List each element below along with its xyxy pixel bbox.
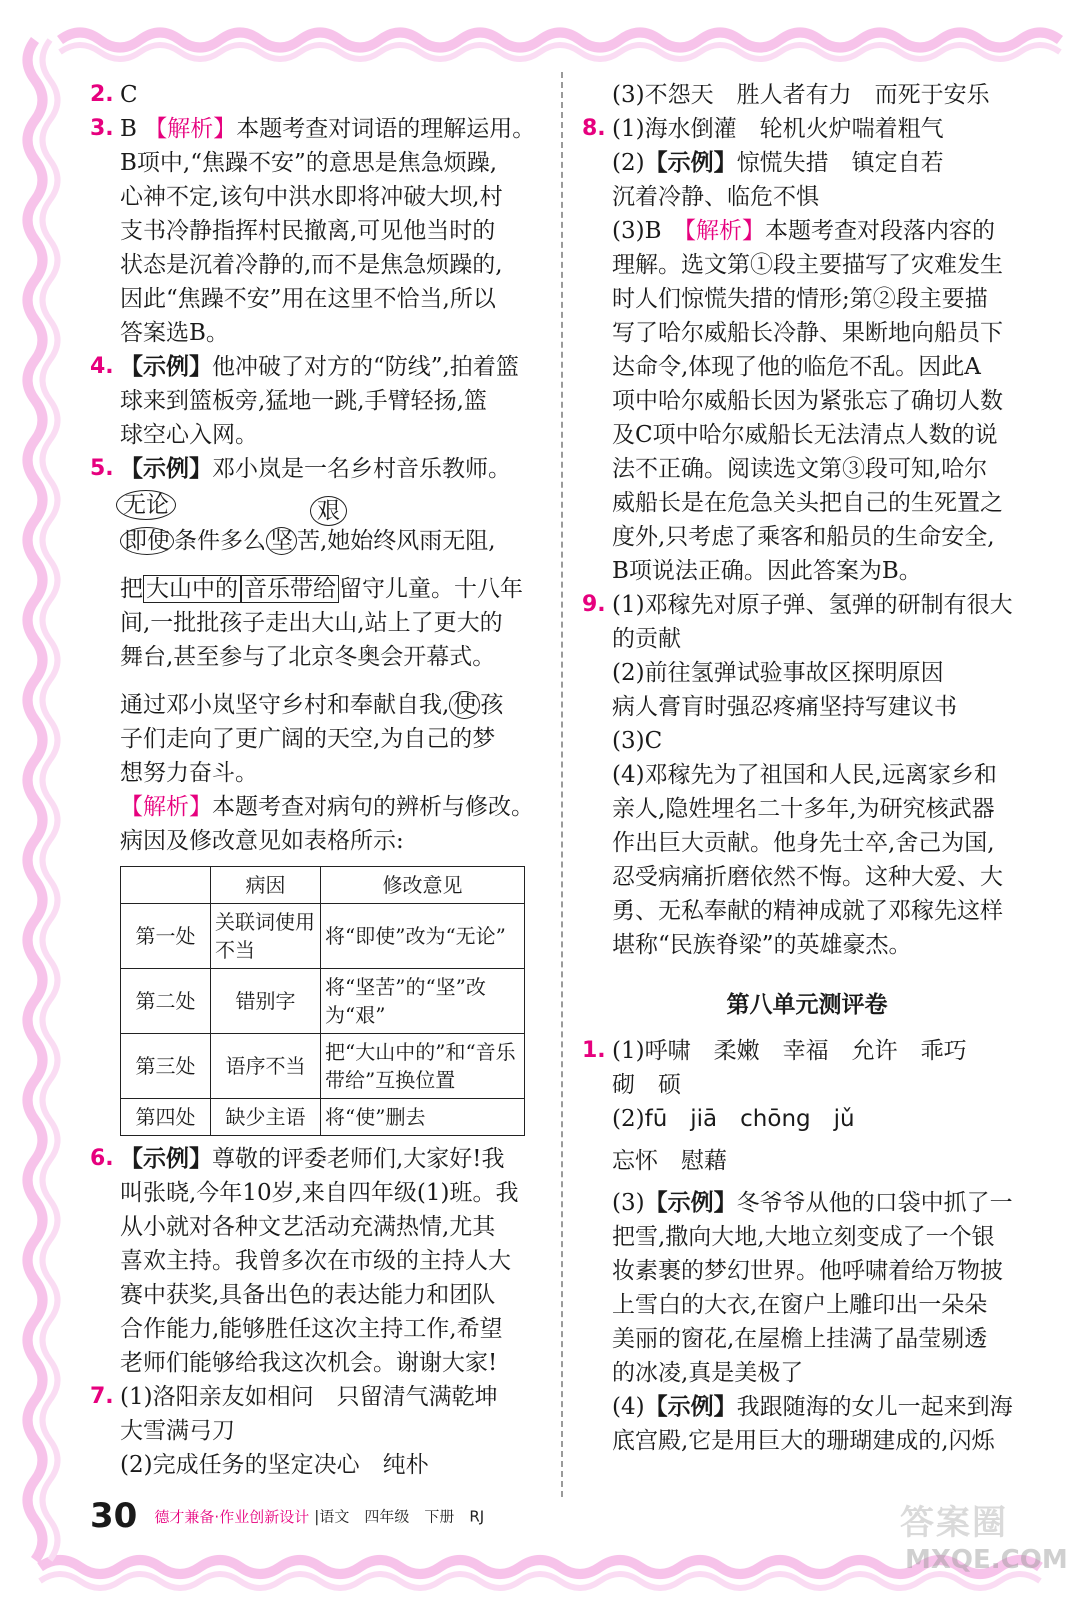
text-span: 惊慌失措 镇定自若 [736, 150, 944, 176]
pinyin: chōng [740, 1106, 811, 1132]
answer-4 [90, 350, 545, 452]
example-tag: 【示例】 [120, 1146, 212, 1172]
pinyin: fū [644, 1106, 668, 1132]
circled-word-jishi: 即使 [120, 527, 174, 555]
text-span: 苦,她始终风雨无阻, [297, 528, 496, 554]
text-line: 项中哈尔威船长因为紧张忘了确切人数 [612, 388, 1003, 414]
book-info: |语文 四年级 下册 RJ [314, 1507, 485, 1526]
table-row [121, 1099, 525, 1136]
text-line: 勇、无私奉献的精神成就了邓稼先这样 [612, 898, 1003, 924]
text-line [612, 146, 1032, 180]
text-line: 作出巨大贡献。他身先士卒,舍己为国, [612, 830, 995, 856]
question-number: 7. [90, 1384, 114, 1409]
text-line: 病因及修改意见如表格所示: [120, 828, 404, 854]
text-line: (2)前往氢弹试验事故区探明原因 [612, 660, 944, 686]
text-span: 通过邓小岚坚守乡村和奉献自我, [120, 692, 450, 718]
example-tag: 【示例】 [644, 1394, 737, 1420]
table-cell: 第一处 [121, 904, 211, 969]
table-cell: 错别字 [211, 969, 321, 1034]
answer-7-continued [582, 78, 1032, 112]
text-line: 威船长是在危急关头把自己的生死置之 [612, 490, 1003, 516]
text-span: 留守儿童。十八年 [339, 576, 523, 602]
series-name: 德才兼备·作业创新设计 [154, 1507, 310, 1526]
pinyin: jiā [690, 1106, 718, 1132]
analysis-label: 【解析】 [144, 116, 237, 142]
answer-8 [582, 112, 1032, 588]
text-line [120, 350, 545, 384]
text-line [612, 214, 1032, 248]
boxed-phrase-2: 音乐带给 [241, 575, 339, 603]
text-line [612, 1186, 1032, 1220]
text-line: 状态是沉着冷静的,而不是焦急烦躁的, [120, 252, 503, 278]
text-span: 本题考查对段落内容的 [764, 218, 995, 244]
question-number: 9. [582, 592, 606, 617]
column-divider [561, 72, 563, 1497]
text-line: 舞台,甚至参与了北京冬奥会开幕式。 [120, 644, 496, 670]
table-cell: 将“使”删去 [321, 1099, 525, 1136]
text-line: 本题考查对词语的理解运用。 [236, 116, 536, 142]
answer-line [120, 112, 545, 146]
question-number: 8. [582, 116, 606, 141]
question-number: 4. [90, 354, 114, 379]
text-line: 病人膏肓时强忍疼痛坚持写建议书 [612, 694, 957, 720]
text-span: (2) [612, 1106, 645, 1132]
text-line: B项说法正确。因此答案为B。 [612, 558, 922, 584]
table-header-cell: 修改意见 [321, 867, 525, 904]
text-line: 的贡献 [612, 626, 681, 652]
right-column [582, 78, 1032, 1458]
text-line: (4)邓稼先为了祖国和人民,远离家乡和 [612, 762, 997, 788]
text-line: B项中,“焦躁不安”的意思是焦急烦躁, [120, 150, 498, 176]
text-line: (2)完成任务的坚定决心 纯朴 [120, 1452, 429, 1478]
table-cell: 关联词使用不当 [211, 904, 321, 969]
question-number: 1. [582, 1038, 606, 1063]
text-line: 及C项中哈尔威船长无法清点人数的说 [612, 422, 998, 448]
pinyin-line [612, 1102, 1032, 1136]
text-line: 的冰凌,真是美极了 [612, 1360, 804, 1386]
text-line: 喜欢主持。我曾多次在市级的主持人大 [120, 1248, 511, 1274]
table-row [121, 904, 525, 969]
text-line: 从小就对各种文艺活动充满热情,尤其 [120, 1214, 496, 1240]
text-span: (4) [612, 1394, 645, 1420]
text-line: (1)海水倒灌 轮机火炉喘着粗气 [612, 116, 944, 142]
edited-line-1 [120, 492, 545, 558]
example-tag: 【示例】 [120, 456, 212, 482]
text-line: (1)洛阳亲友如相问 只留清气满乾坤 [120, 1384, 498, 1410]
text-line: 写了哈尔威船长冷静、果断地向船员下 [612, 320, 1003, 346]
table-cell: 把“大山中的”和“音乐带给”互换位置 [321, 1034, 525, 1099]
section-title: 第八单元测评卷 [726, 992, 888, 1018]
top-wave-border [0, 0, 1074, 70]
example-tag: 【示例】 [644, 1190, 737, 1216]
table-header-cell [121, 867, 211, 904]
table-cell: 第三处 [121, 1034, 211, 1099]
answer-choice: B [120, 116, 137, 142]
circled-word-shi: 使 [449, 691, 480, 719]
text-line: 答案选B。 [120, 320, 229, 346]
left-wave-border [0, 0, 70, 1600]
text-line: 间,一批批孩子走出大山,站上了更大的 [120, 610, 503, 636]
answer-2 [90, 78, 545, 112]
text-line: 美丽的窗花,在屋檐上挂满了晶莹剔透 [612, 1326, 988, 1352]
text-line: 球空心入网。 [120, 422, 258, 448]
correction-table [120, 866, 525, 1136]
text-line: 赛中获奖,具备出色的表达能力和团队 [120, 1282, 496, 1308]
text-span: 他冲破了对方的“防线”,拍着篮 [212, 354, 519, 380]
edited-line-3 [120, 688, 545, 722]
text-span: 冬爷爷从他的口袋中抓了一 [736, 1190, 1013, 1216]
text-line [120, 452, 545, 486]
example-tag: 【示例】 [120, 354, 212, 380]
answer-text: C [120, 82, 138, 108]
text-line: 大雪满弓刀 [120, 1418, 235, 1444]
text-line: (3)不怨天 胜人者有力 而死于安乐 [612, 82, 990, 108]
text-line: 度外,只考虑了乘客和船员的生命安全, [612, 524, 995, 550]
text-line: 达命令,体现了他的临危不乱。因此A [612, 354, 981, 380]
text-span: (2) [612, 150, 645, 176]
text-line: 想努力奋斗。 [120, 760, 258, 786]
text-line: 把雪,撒向大地,大地立刻变成了一个银 [612, 1224, 995, 1250]
text-span: 条件多么 [174, 528, 266, 554]
edited-line-2 [120, 572, 545, 606]
text-line: 叫张晓,今年10岁,来自四年级(1)班。我 [120, 1180, 519, 1206]
correction-jian: 艰 [310, 496, 347, 526]
text-line: 子们走向了更广阔的天空,为自己的梦 [120, 726, 496, 752]
question-number: 6. [90, 1146, 114, 1171]
boxed-phrase-1: 大山中的 [143, 575, 241, 603]
text-line: 妆素裹的梦幻世界。他呼啸着给万物披 [612, 1258, 1003, 1284]
text-line: 忍受病痛折磨依然不悔。这种大爱、大 [612, 864, 1003, 890]
page-number: 30 [90, 1496, 138, 1536]
table-cell: 将“坚苦”的“坚”改为“艰” [321, 969, 525, 1034]
table-cell: 第二处 [121, 969, 211, 1034]
answer-6 [90, 1142, 545, 1380]
text-line: 支书冷静指挥村民撤离,可见他当时的 [120, 218, 496, 244]
table-row [121, 969, 525, 1034]
text-span: 我跟随海的女儿一起来到海 [736, 1394, 1013, 1420]
answer-3 [90, 112, 545, 350]
table-row [121, 1034, 525, 1099]
example-tag: 【示例】 [644, 150, 737, 176]
text-span: (3) [612, 1190, 645, 1216]
text-span: 把 [120, 576, 143, 602]
text-span: 邓小岚是一名乡村音乐教师。 [212, 456, 511, 482]
text-line: (1)呼啸 柔嫩 幸福 允许 乖巧 [612, 1038, 967, 1064]
table-header-cell: 病因 [211, 867, 321, 904]
text-line: 时人们惊慌失措的情形;第②段主要描 [612, 286, 988, 312]
text-line: 理解。选文第①段主要描写了灾难发生 [612, 252, 1003, 278]
question-number: 5. [90, 456, 114, 481]
table-cell: 将“即使”改为“无论” [321, 904, 525, 969]
answer-7 [90, 1380, 545, 1482]
page-footer [90, 1496, 484, 1536]
text-line [90, 790, 545, 824]
text-line: 上雪白的大衣,在窗户上雕印出一朵朵 [612, 1292, 988, 1318]
text-line: 沉着冷静、临危不惧 [612, 184, 819, 210]
text-line: 法不正确。阅读选文第③段可知,哈尔 [612, 456, 988, 482]
table-cell: 语序不当 [211, 1034, 321, 1099]
left-column [90, 78, 545, 1482]
text-line: 砌 硕 [612, 1072, 681, 1098]
text-line: 球来到篮板旁,猛地一跳,手臂轻扬,篮 [120, 388, 487, 414]
analysis-label: 【解析】 [120, 794, 212, 820]
watermark-url: MXQE.COM [905, 1545, 1068, 1575]
text-line: 亲人,隐姓埋名二十多年,为研究核武器 [612, 796, 995, 822]
circled-word-jian: 坚 [266, 527, 297, 555]
unit8-answer-1 [582, 1034, 1032, 1458]
text-span: 孩 [480, 692, 504, 718]
pinyin: jǔ [833, 1106, 855, 1132]
text-line: 老师们能够给我这次机会。谢谢大家! [120, 1350, 498, 1376]
table-cell: 第四处 [121, 1099, 211, 1136]
text-line: 堪称“民族脊梁”的英雄豪杰。 [612, 932, 912, 958]
answer-9 [582, 588, 1032, 962]
question-number: 2. [90, 82, 114, 107]
text-line: 心神不定,该句中洪水即将冲破大坝,村 [120, 184, 503, 210]
analysis-label: 【解析】 [684, 218, 765, 244]
table-header-row [121, 867, 525, 904]
text-line [612, 1390, 1032, 1424]
watermark-logo: 答案圈 [900, 1503, 1008, 1543]
correction-wulun: 无论 [116, 490, 176, 520]
text-line: 忘怀 慰藉 [612, 1148, 727, 1174]
text-line: 因此“焦躁不安”用在这里不恰当,所以 [120, 286, 496, 312]
text-span: 尊敬的评委老师们,大家好!我 [212, 1146, 505, 1172]
text-line [120, 1142, 545, 1176]
text-line: 合作能力,能够胜任这次主持工作,希望 [120, 1316, 503, 1342]
text-span: (3)B [612, 218, 685, 244]
text-line: (1)邓稼先对原子弹、氢弹的研制有很大 [612, 592, 1013, 618]
text-line: 底宫殿,它是用巨大的珊瑚建成的,闪烁 [612, 1428, 995, 1454]
text-span: 本题考查对病句的辨析与修改。 [212, 794, 534, 820]
question-number: 3. [90, 116, 114, 141]
answer-5 [90, 452, 545, 1136]
table-cell: 缺少主语 [211, 1099, 321, 1136]
text-line: (3)C [612, 728, 663, 754]
